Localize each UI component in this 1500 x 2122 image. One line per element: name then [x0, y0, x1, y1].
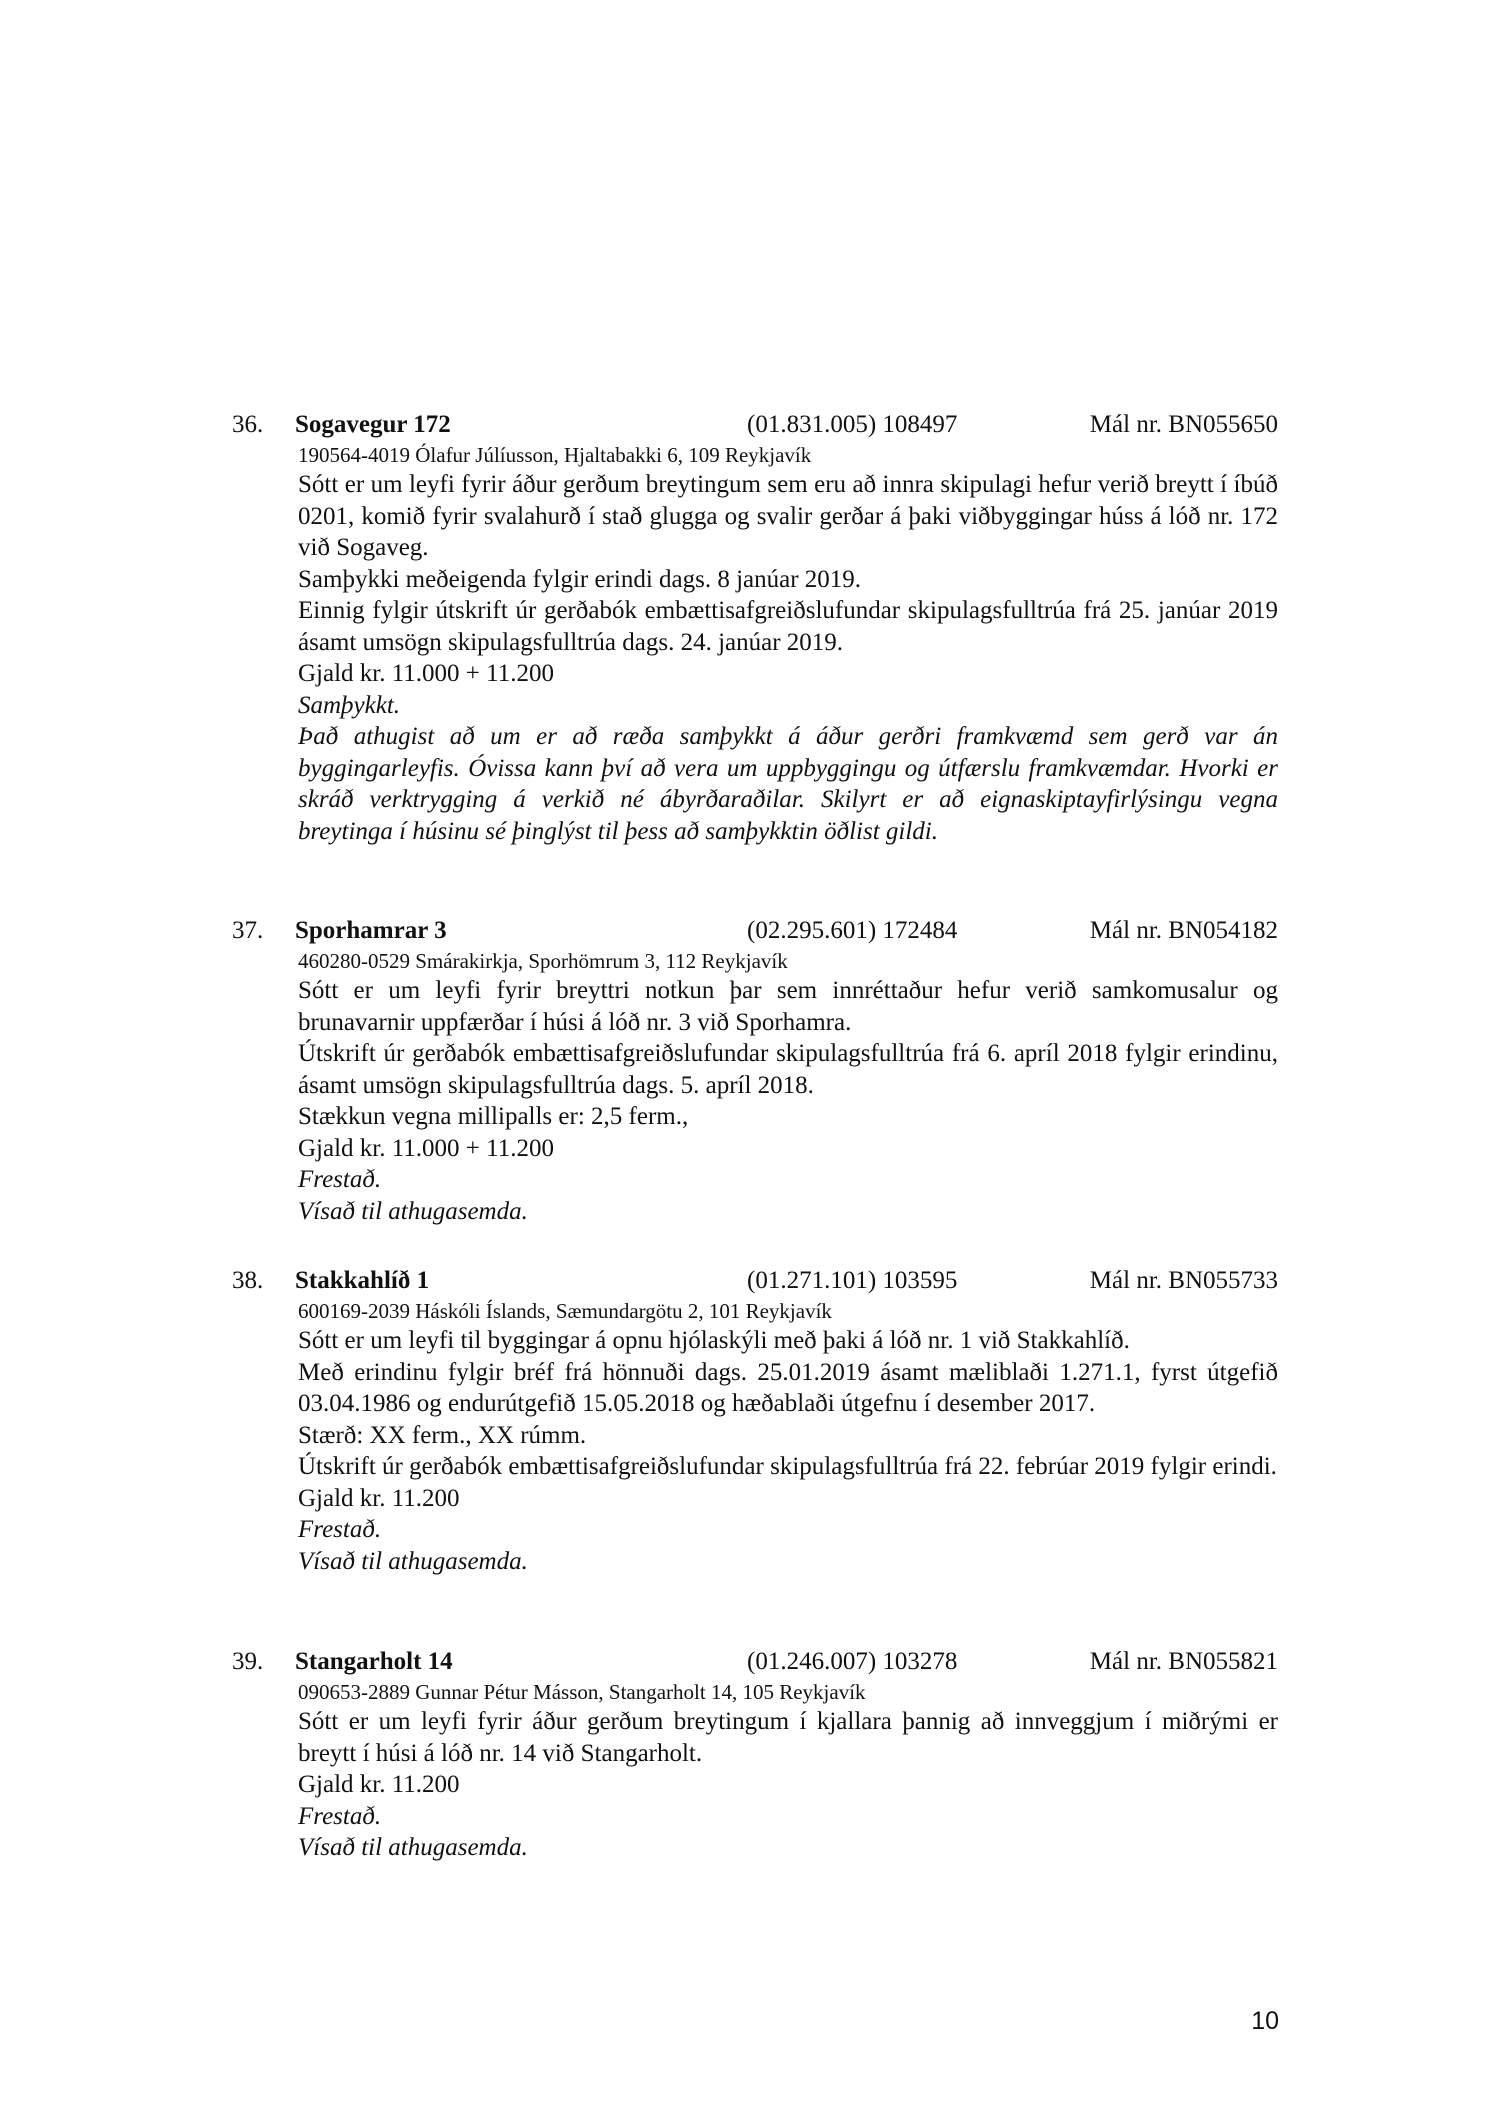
entry-number: 39. [232, 1648, 264, 1675]
entry-note: Það athugist að um er að ræða samþykkt á áður gerðri framkvæmd sem gerð var án byggingarleyfis. Óvissa kann því að vera um uppbyggingu og útfærslu framkvæmdar. Hvorki er skráð verktrygging á verkið né ábyrðaraðilar. Skilyrt er að eignaskiptayfirlýsingu vegna breytinga í húsinu sé þinglýst til þess að samþykktin öðlist gildi. [298, 723, 1278, 845]
entry-attachment: Einnig fylgir útskrift úr gerðabók embættisafgreiðslufundar skipulagsfulltrúa frá 25. janúar 2019 ásamt umsögn skipulagsfulltrúa dags. 24. janúar 2019. [298, 597, 1278, 656]
entry-case-number: Mál nr. BN055733 [1089, 1267, 1278, 1294]
case-entry-37 [232, 914, 1282, 1227]
entry-reference: (01.271.101) 103595 [747, 1267, 958, 1294]
entry-decision: Frestað. [298, 1802, 382, 1830]
entry-body [298, 1706, 1278, 1864]
entry-reference: (01.831.005) 108497 [747, 411, 958, 438]
case-entry-36 [232, 408, 1282, 847]
entry-attachment: Útskrift úr gerðabók embættisafgreiðslufundar skipulagsfulltrúa frá 22. febrúar 2019 fylgir erindi. [298, 1453, 1277, 1480]
entry-header [232, 1264, 1282, 1298]
entry-number: 36. [232, 411, 264, 438]
entry-header [232, 408, 1282, 442]
entry-attachment: Útskrift úr gerðabók embættisafgreiðslufundar skipulagsfulltrúa frá 6. apríl 2018 fylgir erindinu, ásamt umsögn skipulagsfulltrúa dags. 5. apríl 2018. [298, 1040, 1278, 1099]
entry-note: Vísað til athugasemda. [298, 1197, 528, 1225]
entry-reference: (01.246.007) 103278 [747, 1648, 958, 1675]
entry-case-number: Mál nr. BN054182 [1089, 917, 1278, 944]
case-entry-38 [232, 1264, 1282, 1577]
entry-fee: Gjald kr. 11.000 + 11.200 [298, 1134, 554, 1162]
entry-title: Sporhamrar 3 [295, 917, 447, 944]
entry-applicant: 090653-2889 Gunnar Pétur Másson, Stangarholt 14, 105 Reykjavík [298, 1680, 866, 1704]
entry-decision: Frestað. [298, 1516, 382, 1543]
entry-description: Sótt er um leyfi fyrir breyttri notkun þar sem innréttaður hefur verið samkomusalur og brunavarnir uppfærðar í húsi á lóð nr. 3 við Sporhamra. [298, 977, 1278, 1036]
entry-attachment: Samþykki meðeigenda fylgir erindi dags. 8 janúar 2019. [298, 565, 862, 593]
entry-number: 37. [232, 917, 264, 944]
entry-reference: (02.295.601) 172484 [747, 917, 958, 944]
entry-size: Stækkun vegna millipalls er: 2,5 ferm., [298, 1103, 689, 1130]
entry-fee: Gjald kr. 11.200 [298, 1484, 460, 1512]
entry-fee: Gjald kr. 11.000 + 11.200 [298, 660, 554, 687]
entry-description: Sótt er um leyfi fyrir áður gerðum breytingum sem eru að innra skipulagi hefur verið breytt í íbúð 0201, komið fyrir svalahurð í stað glugga og svalir gerðar á þaki viðbyggingar húss á lóð nr. 172 við Sogaveg. [298, 471, 1278, 561]
entry-applicant: 190564-4019 Ólafur Júlíusson, Hjaltabakki 6, 109 Reykjavík [298, 443, 812, 467]
entry-case-number: Mál nr. BN055821 [1089, 1648, 1278, 1675]
entry-description: Sótt er um leyfi fyrir áður gerðum breytingum í kjallara þannig að innveggjum í miðrými er breytt í húsi á lóð nr. 14 við Stangarholt. [298, 1708, 1278, 1767]
entry-applicant: 600169-2039 Háskóli Íslands, Sæmundargötu 2, 101 Reykjavík [298, 1299, 832, 1323]
entry-header [232, 914, 1282, 948]
entry-number: 38. [232, 1267, 264, 1294]
entry-body [298, 975, 1278, 1227]
entry-decision: Frestað. [298, 1166, 382, 1193]
entry-header [232, 1645, 1282, 1679]
entry-decision: Samþykkt. [298, 691, 401, 719]
entry-fee: Gjald kr. 11.200 [298, 1771, 460, 1798]
entry-note: Vísað til athugasemda. [298, 1547, 528, 1575]
case-entry-39 [232, 1645, 1282, 1864]
entry-body [298, 469, 1278, 847]
page-number: 10 [1251, 2007, 1279, 2035]
entry-note: Vísað til athugasemda. [298, 1834, 528, 1861]
entry-title: Stangarholt 14 [295, 1648, 453, 1675]
entry-applicant: 460280-0529 Smárakirkja, Sporhömrum 3, 112 Reykjavík [298, 949, 788, 973]
entry-case-number: Mál nr. BN055650 [1089, 411, 1278, 438]
entry-attachment: Með erindinu fylgir bréf frá hönnuði dags. 25.01.2019 ásamt mæliblaði 1.271.1, fyrst útgefið 03.04.1986 og endurútgefið 15.05.2018 og hæðablaði útgefnu í desember 2017. [298, 1358, 1278, 1417]
entry-description: Sótt er um leyfi til byggingar á opnu hjólaskýli með þaki á lóð nr. 1 við Stakkahlíð. [298, 1327, 1130, 1354]
entry-body [298, 1325, 1278, 1577]
entry-title: Stakkahlíð 1 [295, 1267, 430, 1294]
entry-title: Sogavegur 172 [295, 411, 451, 438]
entry-size: Stærð: XX ferm., XX rúmm. [298, 1421, 587, 1449]
